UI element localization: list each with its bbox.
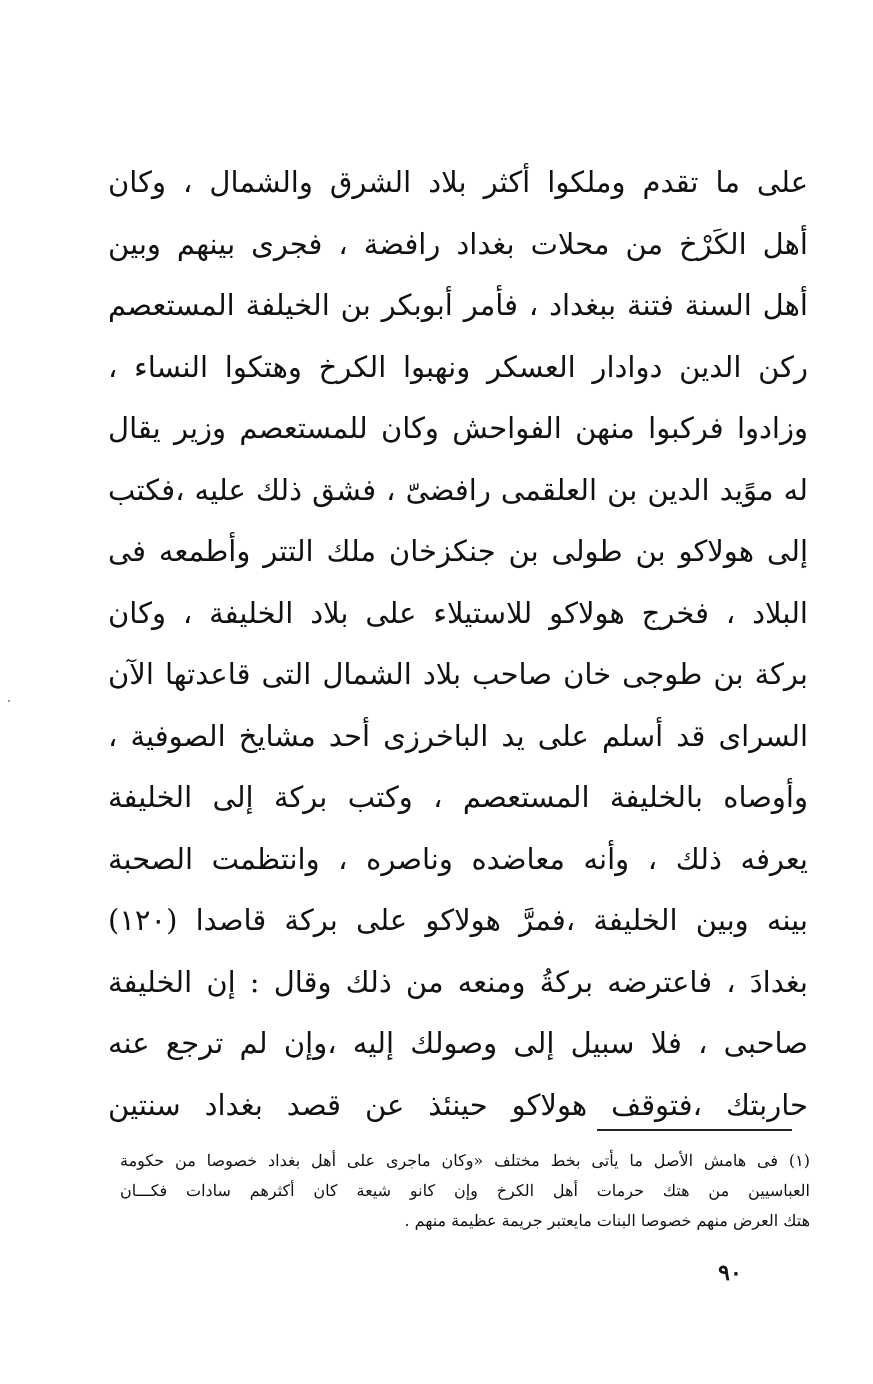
text-line: صاحبى ، فلا سبيل إلى وصولك إليه ،وإن لم ترجع عنه — [108, 1026, 808, 1060]
text-line: السراى قد أسلم على يد الباخرزى أحد مشايخ الصوفية ، — [108, 718, 808, 753]
main-text-block — [108, 152, 808, 1136]
text-line: وأوصاه بالخليفة المستعصم ، وكتب بركة إلى الخليفة — [108, 780, 808, 814]
text-line: بغدادَ ، فاعترضه بركةُ ومنعه من ذلك وقال : إن الخليفة — [108, 964, 808, 999]
text-line: على ما تقدم وملكوا أكثر بلاد الشرق والشمال ، وكان — [108, 165, 808, 199]
text-line: ركن الدين دوادار العسكر ونهبوا الكرخ وهتكوا النساء ، — [108, 349, 808, 384]
footnote-separator — [597, 1129, 792, 1131]
text-line: له موًيد الدين بن العلقمى رافضىّ ، فشق ذلك عليه ،فكتب — [108, 472, 808, 507]
scan-speck — [8, 700, 10, 702]
text-line: البلاد ، فخرج هولاكو للاستيلاء على بلاد الخليفة ، وكان — [108, 595, 808, 630]
footnote-line: (١) فى هامش الأصل ما يأتى بخط مختلف «وكان ماجرى على أهل بغداد خصوصا من حكومة — [120, 1151, 810, 1170]
text-line: وزادوا فركبوا منهن الفواحش وكان للمستعصم وزير يقال — [108, 411, 808, 445]
text-line: إلى هولاكو بن طولى بن جنكزخان ملك التتر وأطمعه فى — [108, 534, 808, 568]
text-line: بركة بن طوجى خان صاحب بلاد الشمال التى قاعدتها الآن — [108, 657, 808, 691]
page-number: ٩٠ — [718, 1260, 742, 1286]
footnote-line: العباسيين من هتك حرمات أهل الكرخ وإن كانو شيعة كان أكثرهم سادات فكـــان — [120, 1181, 810, 1200]
text-line: حاربتك ،فتوقف هولاكو حينئذ عن قصد بغداد سنتين — [108, 1087, 808, 1122]
footnote-block — [120, 1146, 810, 1236]
text-line: يعرفه ذلك ، وأنه معاضده وناصره ، وانتظمت الصحبة — [108, 841, 808, 876]
text-line: بينه وبين الخليفة ،فمرَّ هولاكو على بركة قاصدا (١٢٠) — [108, 903, 808, 937]
text-line: أهل السنة فتنة ببغداد ، فأمر أبوبكر بن الخيلفة المستعصم — [108, 288, 808, 322]
text-line: أهل الكَرْخ من محلات بغداد رافضة ، فجرى بينهم وبين — [108, 226, 808, 261]
footnote-line: هتك العرض منهم خصوصا البنات مايعتبر جريمة عظيمة منهم . — [404, 1211, 810, 1230]
